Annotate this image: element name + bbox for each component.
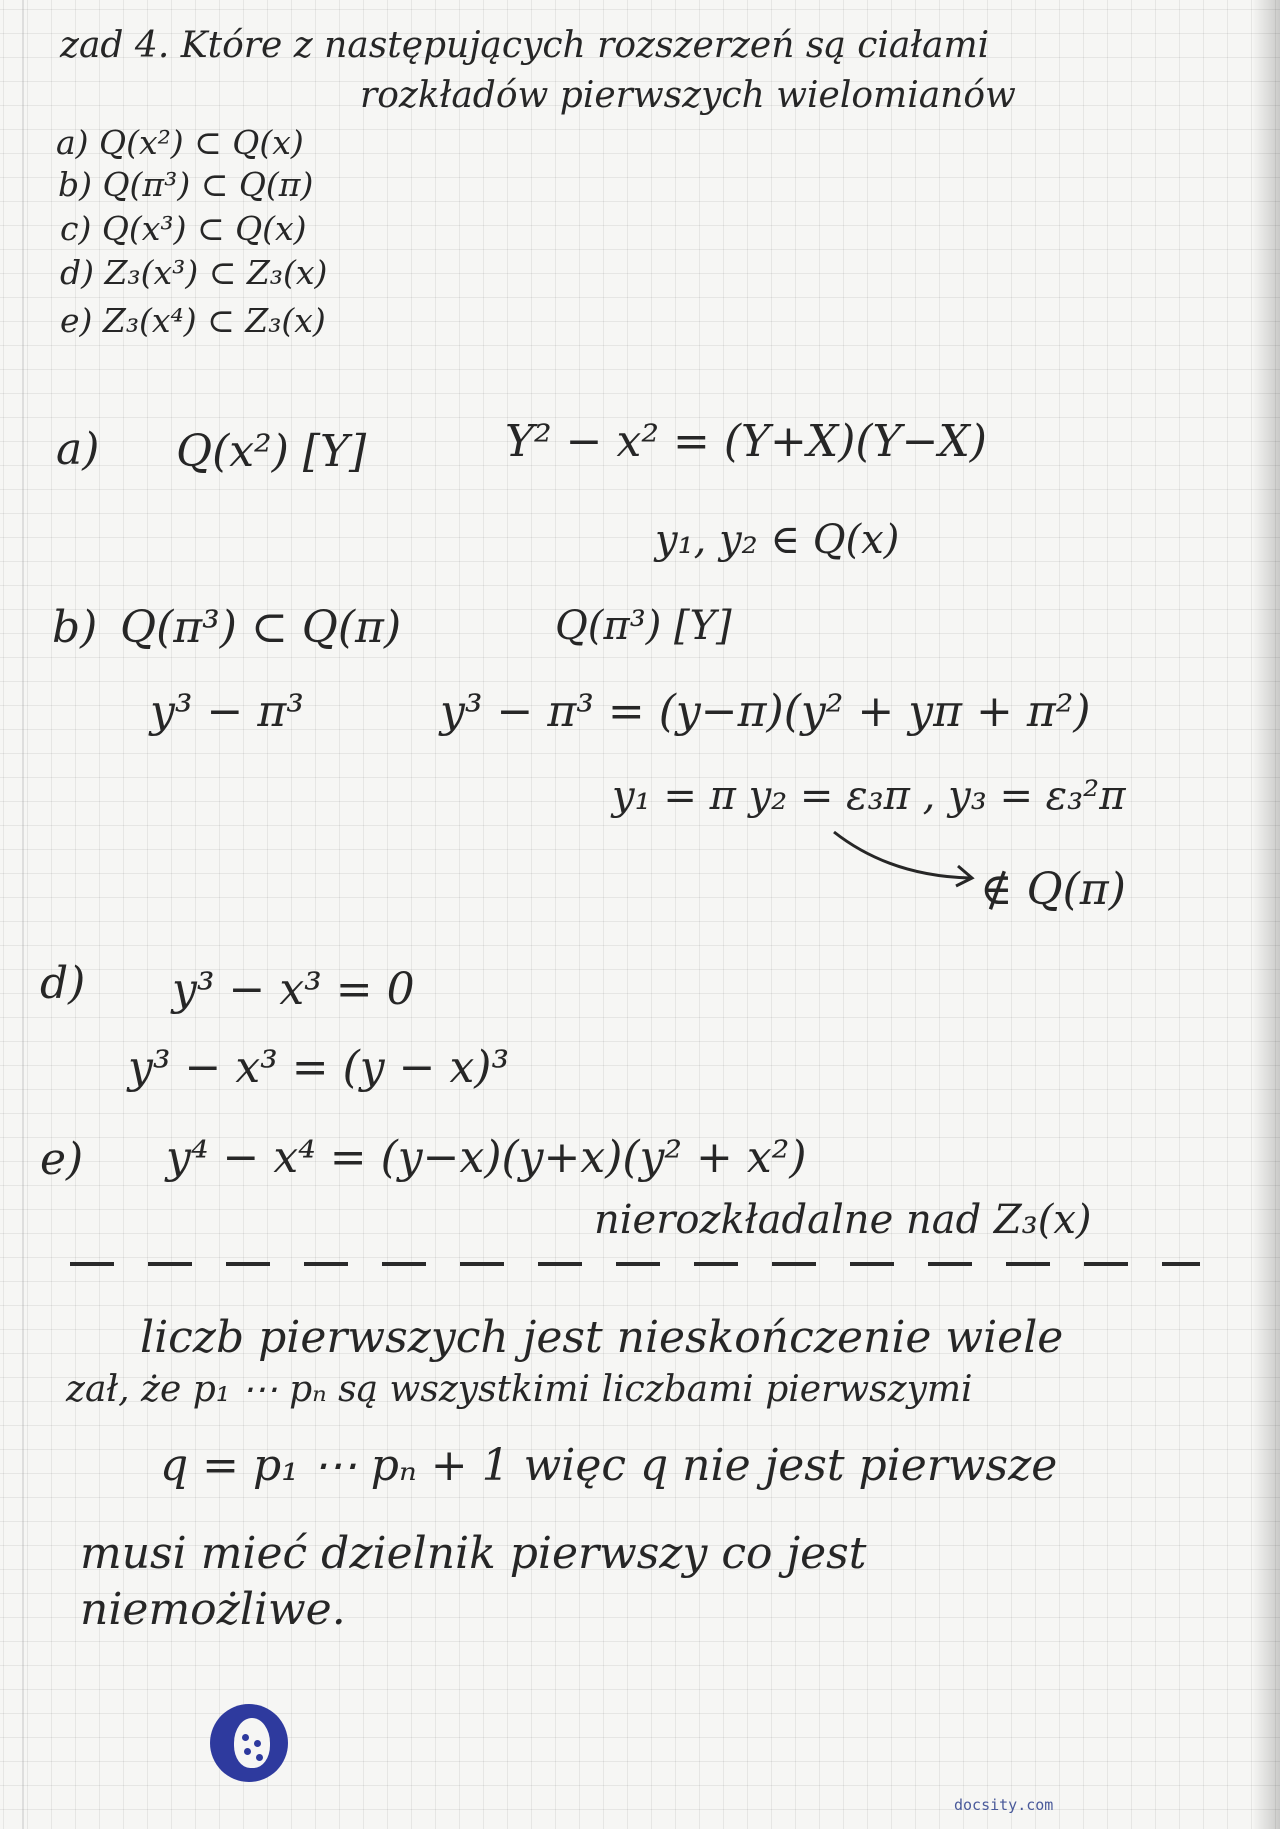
proof-line-4: musi mieć dzielnik pierwszy co jest bbox=[80, 1528, 867, 1579]
option-b: b) Q(π³) ⊂ Q(π) bbox=[58, 165, 314, 204]
docsity-watermark: docsity.com bbox=[954, 1796, 1054, 1814]
heading-line-1: zad 4. Które z następujących rozszerzeń są ciałami bbox=[60, 25, 990, 66]
option-d: d) Z₃(x³) ⊂ Z₃(x) bbox=[60, 253, 328, 292]
proof-line-3: q = p₁ ⋯ pₙ + 1 więc q nie jest pierwsze bbox=[160, 1440, 1058, 1491]
heading-line-2: rozkładów pierwszych wielomianów bbox=[360, 75, 1016, 116]
solution-e-label: e) bbox=[40, 1134, 84, 1185]
solution-b-label: b) bbox=[52, 602, 98, 653]
solution-d-equation-2: y³ − x³ = (y − x)³ bbox=[128, 1042, 510, 1093]
option-a: a) Q(x²) ⊂ Q(x) bbox=[56, 123, 304, 162]
solution-e-equation: y⁴ − x⁴ = (y−x)(y+x)(y² + x²) bbox=[166, 1132, 807, 1183]
solution-b-polynomial: y³ − π³ bbox=[150, 686, 304, 737]
proof-line-5: niemożliwe. bbox=[80, 1584, 346, 1635]
solution-b-not-in: ∉ Q(π) bbox=[980, 864, 1126, 915]
solution-a-label: a) bbox=[56, 424, 100, 475]
solution-a-equation: Y² − x² = (Y+X)(Y−X) bbox=[505, 416, 987, 467]
solution-a-field: Q(x²) [Y] bbox=[176, 426, 367, 477]
arrow-icon bbox=[830, 826, 980, 896]
solution-b-field: Q(π³) [Y] bbox=[555, 603, 732, 649]
solution-d-label: d) bbox=[40, 958, 86, 1009]
proof-line-1: liczb pierwszych jest nieskończenie wiele bbox=[140, 1312, 1064, 1363]
option-c: c) Q(x³) ⊂ Q(x) bbox=[60, 209, 307, 248]
page-margin-line bbox=[22, 0, 24, 1829]
solution-e-note: nierozkładalne nad Z₃(x) bbox=[594, 1197, 1092, 1243]
proof-line-2: zał, że p₁ ⋯ pₙ są wszystkimi liczbami pierwszymi bbox=[66, 1369, 973, 1410]
page-edge-shadow bbox=[1252, 0, 1280, 1829]
solution-b-extension: Q(π³) ⊂ Q(π) bbox=[120, 602, 402, 653]
section-divider bbox=[70, 1262, 1200, 1266]
solution-a-roots: y₁, y₂ ∈ Q(x) bbox=[655, 517, 900, 563]
docsity-logo-icon bbox=[210, 1704, 288, 1782]
solution-b-roots: y₁ = π y₂ = ε₃π , y₃ = ε₃²π bbox=[612, 773, 1126, 819]
solution-b-factorization: y³ − π³ = (y−π)(y² + yπ + π²) bbox=[440, 686, 1091, 737]
option-e: e) Z₃(x⁴) ⊂ Z₃(x) bbox=[60, 301, 326, 340]
solution-d-equation-1: y³ − x³ = 0 bbox=[172, 964, 415, 1015]
